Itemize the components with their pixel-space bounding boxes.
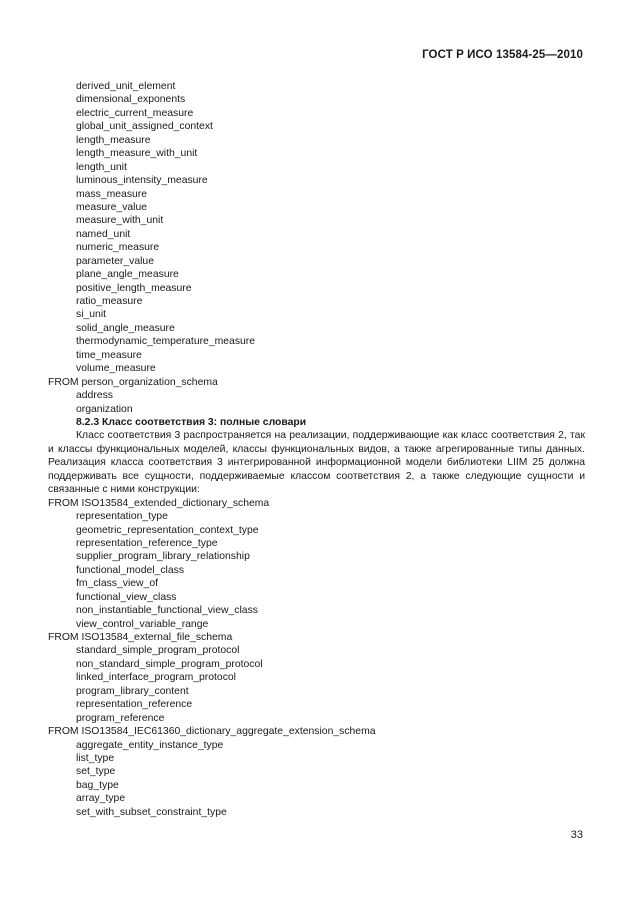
entity-name-item: representation_reference_type — [76, 537, 218, 549]
entity-name-item: array_type — [76, 793, 126, 805]
entity-name-item: thermodynamic_temperature_measure — [76, 336, 256, 348]
from-clause-person-organization: FROM person_organization_schema — [48, 376, 218, 388]
entity-name-item: length_unit — [76, 161, 127, 173]
entity-name-item: aggregate_entity_instance_type — [76, 739, 224, 751]
entity-name-item: set_with_subset_constraint_type — [76, 806, 227, 818]
entity-name-item: measure_value — [76, 201, 148, 213]
entity-name-item: named_unit — [76, 228, 131, 240]
entity-list-units — [48, 80, 585, 376]
entity-name-item: non_instantiable_functional_view_class — [76, 605, 258, 617]
entity-name-item: program_reference — [76, 712, 165, 724]
entity-name-item: length_measure — [76, 134, 151, 146]
entity-name-item: view_control_variable_range — [76, 618, 209, 630]
entity-name-item: parameter_value — [76, 255, 154, 267]
from-clause-extended-dictionary: FROM ISO13584_extended_dictionary_schema — [48, 497, 270, 509]
entity-list-aggregate-extension — [48, 739, 585, 820]
entity-name-item: ratio_measure — [76, 296, 143, 307]
entity-name-item: bag_type — [76, 779, 119, 791]
entity-name-item: address — [76, 390, 113, 402]
entity-name-item: electric_current_measure — [76, 107, 194, 119]
entity-name-item: solid_angle_measure — [76, 322, 175, 334]
document-header: ГОСТ Р ИСО 13584-25—2010 — [422, 49, 583, 61]
entity-name-item: program_library_content — [76, 685, 189, 697]
entity-name-item: geometric_representation_context_type — [76, 524, 259, 536]
entity-name-item: numeric_measure — [76, 242, 160, 254]
entity-name-item: time_measure — [76, 349, 142, 361]
section-heading: 8.2.3 Класс соответствия 3: полные словари — [76, 416, 307, 428]
entity-name-item: functional_view_class — [76, 591, 177, 603]
page-number: 33 — [570, 829, 583, 841]
page-content — [48, 80, 585, 819]
entity-name-item: positive_length_measure — [76, 282, 192, 294]
entity-name-item: supplier_program_library_relationship — [76, 551, 250, 563]
section-paragraph: Класс соответствия 3 распространяется на реализации, поддерживающие как класс соответствия 2, так и классы функциональных моделей, классы функциональных видов, а также агрегированные типы данных. Реализация класса соответствия 3 интегрированной информационной модели библиотеки LIIM 25 должна поддерживать все сущности, поддерживаемые классом соответствия 2, а также следующие сущности и связанные с ними конструкции: — [48, 430, 585, 496]
entity-name-item: global_unit_assigned_context — [76, 121, 213, 133]
entity-name-item: representation_reference — [76, 699, 193, 711]
from-clause-aggregate-extension: FROM ISO13584_IEC61360_dictionary_aggregate_extension_schema — [48, 726, 376, 738]
entity-name-item: measure_with_unit — [76, 215, 164, 227]
entity-name-item: mass_measure — [76, 188, 148, 200]
entity-name-item: luminous_intensity_measure — [76, 175, 208, 187]
entity-name-item: plane_angle_measure — [76, 269, 179, 281]
entity-name-item: organization — [76, 403, 133, 415]
entity-name-item: dimensional_exponents — [76, 94, 186, 106]
entity-name-item: representation_type — [76, 511, 168, 523]
entity-name-item: functional_model_class — [76, 564, 185, 576]
entity-name-item: list_type — [76, 752, 115, 764]
entity-name-item: linked_interface_program_protocol — [76, 672, 236, 684]
entity-name-item: non_standard_simple_program_protocol — [76, 658, 263, 670]
entity-list-organization — [48, 389, 585, 416]
entity-name-item: si_unit — [76, 309, 107, 321]
from-clause-external-file: FROM ISO13584_external_file_schema — [48, 632, 233, 644]
entity-name-item: derived_unit_element — [76, 81, 176, 92]
entity-name-item: standard_simple_program_protocol — [76, 645, 240, 657]
entity-name-item: length_measure_with_unit — [76, 148, 198, 160]
entity-list-extended-dictionary — [48, 510, 585, 631]
entity-name-item: fm_class_view_of — [76, 578, 159, 590]
entity-name-item: volume_measure — [76, 363, 156, 375]
entity-name-item: set_type — [76, 766, 116, 778]
entity-list-external-file — [48, 644, 585, 725]
